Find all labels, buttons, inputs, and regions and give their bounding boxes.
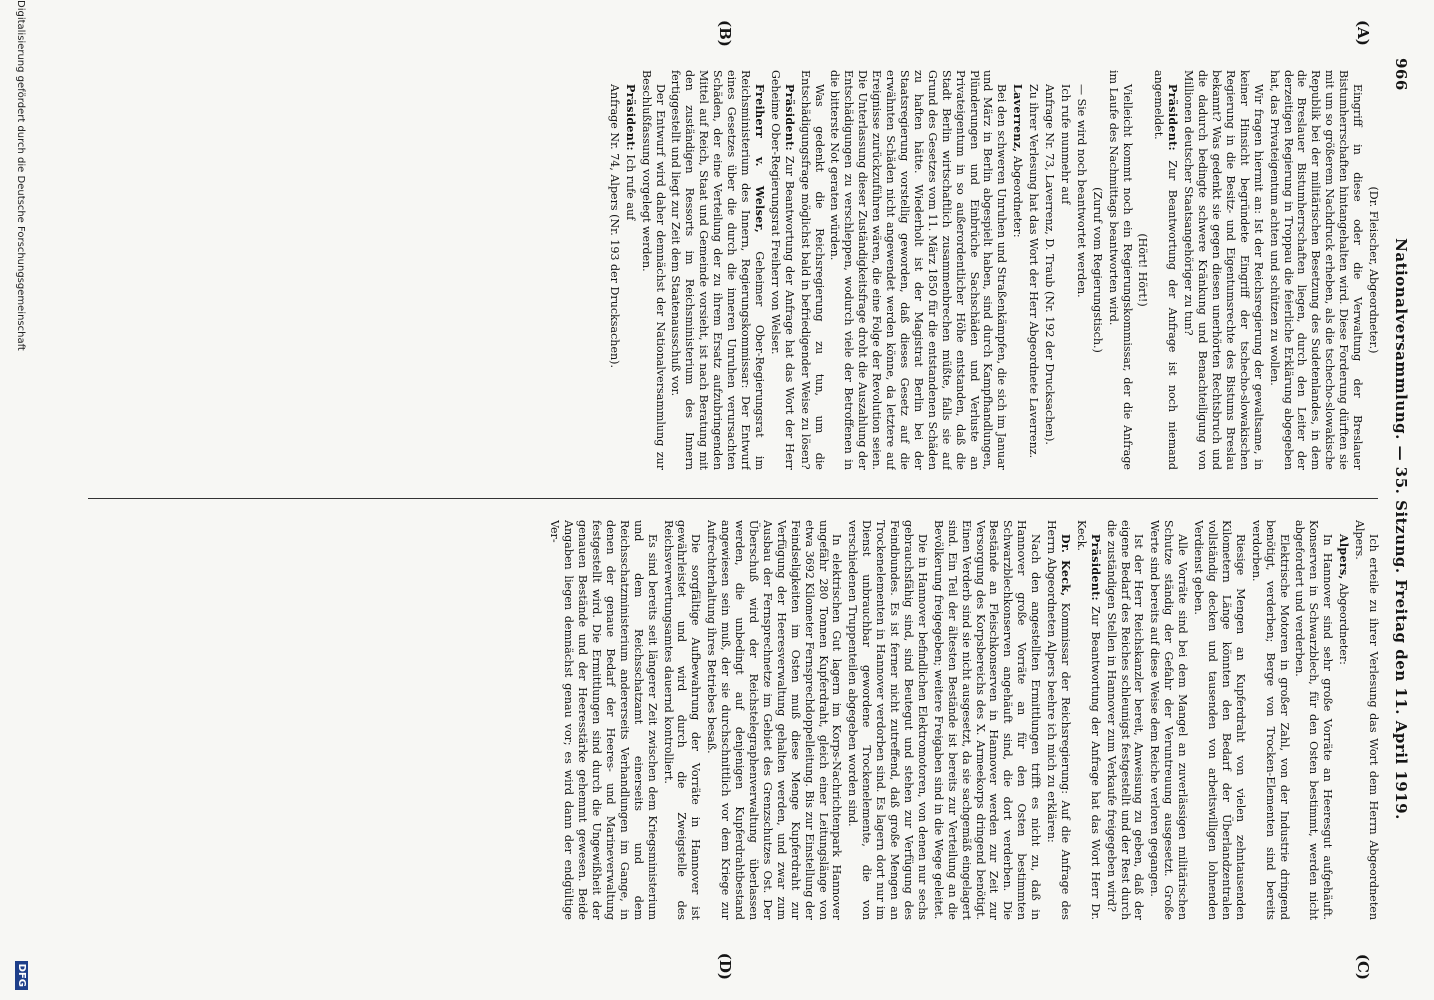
paragraph-text: Zur Beantwortung der Anfrage hat das Wort Herr Dr. Keck. xyxy=(1074,520,1102,920)
paragraph: Nach den angestellten Ermittlungen trifft es nicht zu, daß in Hannover große Vorräte an für den Osten bestimmten Schwarzblechkonserven angehäuft sind, die dort verderben. Die Bestände an Fleischkonserven in Hannover werden zur Zeit zur Versorgung des Korpsbereichs des X. Armeekorps dringend benötigt. Einen Verderb sind sie nicht ausgesetzt, da sie sachgemäß eingelagert sind. Ein Teil der ältesten Bestände ist bereits zur Verteilung an die Bevölkerung freigegeben; weitere Freigaben sind in die Wege geleitet. xyxy=(931,520,1043,920)
speaker-role: Abgeordneter: xyxy=(1011,156,1025,238)
right-column xyxy=(80,520,1380,920)
paragraph: In Hannover sind sehr große Vorräte an Heeresgut aufgehäuft. Konserven in Schwarzblech, für den Osten bestimmt, werden nicht abgefordert und verderben. xyxy=(1293,520,1335,920)
speaker-name: Präsident: xyxy=(1166,84,1180,151)
margin-mark-b: (B) xyxy=(716,20,734,47)
paragraph-text: Geheimer Ober-Regierungsrat im Reichsministerium des Innern, Regierungskommissar: Der Entwurf eines Gesetzes über die durch die inneren Unruhen verursachten Schäden, der eine Verteilung der zu ihrem Ersatz aufzubringenden Mittel auf Reich, Staat und Gemeinde vorsieht, ist nach Beratung mit den zuständigen Ressorts im Reichsministerium des Innern fertiggestellt und liegt zur Zeit dem Staatenausschuß vor. xyxy=(669,70,766,470)
paragraph: Alle Vorräte sind bei dem Mangel an zuverlässigen militärischen Schutze ständig der Gefahr der Veruntreuung ausgesetzt. Große Werte sind bereits auf diese Weise dem Reiche verloren gegangen. xyxy=(1148,520,1190,920)
digitization-credit xyxy=(15,0,26,990)
speaker-name: Laverrenz, xyxy=(1011,84,1025,153)
paragraph xyxy=(1074,520,1102,920)
paragraph-text: Kommissar der Reichsregierung: Auf die Anfrage des Herrn Abgeordneten Alpers beehre ich mich zu erklären: xyxy=(1045,520,1072,920)
margin-mark-c: (C) xyxy=(1354,953,1372,980)
paragraph: Was gedenkt die Reichsregierung zu tun, um die Entschädigungsfrage möglichst bald in befriedigender Weise zu lösen? xyxy=(798,70,826,470)
page-number: 966 xyxy=(1392,58,1410,91)
paragraph: — Sie wird noch beantwortet werden. xyxy=(1074,84,1088,298)
paragraph: Riesige Mengen an Kupferdraht von vielen zehntausenden Kilometern Länge könnten den Bedarf der Überlandzentralen vollständig decken und tausenden von arbeitswilligen lohnenden Verdienst geben. xyxy=(1192,520,1247,920)
speaker-role: Abgeordneter: xyxy=(1337,583,1351,665)
paragraph: Wir fragen hiermit an: Ist der Reichsregierung der gewaltsame, in keiner Hinsicht begründete Eingriff der tschecho-slowakischen Regierung in die Besitz- und Eigentumsrechte des Bistums Breslau bekannt? Was gedenkt sie gegen diesen unerhörten Rechtsbruch und die dadurch bedingte schwere Kränkung und Benachteiligung von Millionen deutscher Staatsangehöriger zu tun? xyxy=(1182,70,1265,470)
paragraph: Ich erteile zu ihrer Verlesung das Wort dem Herrn Abgeordneten Alpers. xyxy=(1353,520,1380,920)
paragraph xyxy=(1336,520,1350,920)
paragraph: Bei den schweren Unruhen und Straßenkämpfen, die sich im Januar und März in Berlin abgespielt haben, sind durch Kampfhandlungen, Plünderungen und Einbrüche Sachschäden und Verluste an Privateigentum in so außerordentlicher Höhe entstanden, daß die Stadt Berlin wirtschaftlich zusammenbrechen müßte, falls sie auf Grund des Gesetzes vom 11. März 1850 für die entstandenen Schäden zu haften hätte. Wiederholt ist der Magistrat Berlin bei der Staatsregierung vorstellig geworden, daß dieses Gesetz auf die erwähnten Schäden nicht angewendet werden könne, da letztere auf Ereignisse zurückzuführen wären, die eine Folge der Revolution seien. Die Unterlassung dieser Zuständigkeitsfrage droht die Auszahlung der Entschädigungen zu verschleppen, wodurch viele der Betroffenen in die bitterste Not geraten würden. xyxy=(828,70,1009,470)
paragraph-text: Ich rufe auf xyxy=(623,154,637,221)
credit-text: Digitalisierung gefördert durch die Deutsche Forschungsgemeinschaft xyxy=(15,0,26,351)
page-header xyxy=(1388,58,1414,940)
paragraph-text: Zur Beantwortung der Anfrage hat das Wort der Herr Geheime Ober-Regierungsrat Freiherr von Welser. xyxy=(768,70,796,470)
paragraph: Eingriff in diese oder die Verwaltung der Breslauer Bistumherrschaften hintangehalten wird. Diese Forderung dürften sie mit um so größerem Nachdruck erheben, als die tschecho-slowakische Republik bei der militärischen Besetzung des Sudetenlandes, in dem die Breslauer Bistumherrschaften liegen, durch den Leiter der derzeitigen Regierung in Troppau die feierliche Erklärung abgegeben hat, das Privateigentum achten und schützen zu wollen. xyxy=(1267,70,1365,470)
left-column xyxy=(80,70,1380,470)
paragraph: Ist der Herr Reichskanzler bereit, Anweisung zu geben, daß der eigene Bedarf des Reiches schleunigst festgestellt und der Rest durch die zuständigen Stellen in Hannover zum Verkaufe freigegeben wird? xyxy=(1104,520,1146,920)
paragraph xyxy=(1010,70,1024,470)
speaker-name: Präsident: xyxy=(623,84,637,151)
paragraph: Elektrische Motoren in großer Zahl, von der Industrie dringend benötigt, verderben; Berge von Trocken-Elementen sind bereits verdorben. xyxy=(1249,520,1291,920)
paragraph: Die sorgfältige Aufbewahrung der Vorräte in Hannover ist gewährleistet und wird durch die Zweigstelle des Reichsverwertungsamtes dauernd kontrolliert. xyxy=(661,520,703,920)
speaker-name: Alpers, xyxy=(1337,534,1351,580)
speaker-name: Freiherr v. Welser, xyxy=(752,84,766,233)
paragraph xyxy=(1044,520,1072,920)
speaker-name: Präsident: xyxy=(1088,534,1102,601)
column-divider xyxy=(88,498,1378,499)
paragraph: In elektrischen Gut lagern im Korps-Nachrichtenpark Hannover ungefähr 280 Tonnen Kupferdraht, gleich einer Leitungslänge von etwa 3692 Kilometer Fernsprechdoppelleitung. Bis zur Einstellung der Feindseligkeiten im Osten muß diese Menge Kupferdraht zur Verfügung der Heeresverwaltung gehalten werden, und zwar zum Ausbau der Fernsprechnetze im Gebiet des Grenzschutzes Ost. Der Überschuß wird der Reichstelegraphenverwaltung überlassen werden, die unbedingt auf denjenigen Kupferdrahtbestand angewiesen sein muß, der sie durchschnittlich vor dem Kriege zur Aufrechterhaltung ihres Betriebes besaß. xyxy=(705,520,844,920)
paragraph: Vielleicht kommt noch ein Regierungskommissar, der die Anfrage im Laufe des Nachmittags beantworten wird. xyxy=(1106,70,1134,470)
dfg-logo: DFG xyxy=(15,961,28,990)
speaker-continuation: (Dr. Fleischer, Abgeordneter.) xyxy=(1367,186,1380,354)
paragraph: Anfrage Nr. 74, Alpers (Nr. 193 der Drucksachen). xyxy=(607,84,621,369)
speaker-name: Präsident: xyxy=(782,84,796,151)
margin-mark-d: (D) xyxy=(716,952,734,980)
interjection: (Zuruf vom Regierungstisch.) xyxy=(1090,187,1104,353)
paragraph: Der Entwurf wird daher demnächst der Nationalversammlung zur Beschlußfassung vorgelegt werden. xyxy=(639,70,667,470)
speaker-name: Dr. Keck, xyxy=(1058,534,1072,597)
paragraph xyxy=(669,70,766,470)
paragraph-text: Zur Beantwortung der Anfrage ist noch niemand angemeldet. xyxy=(1152,70,1180,470)
paragraph: Die in Hannover befindlichen Elektromotoren, von denen nur sechs gebrauchsfähig sind, sind Beutegut und stehen zur Verfügung des Feindbundes. Es ist ferner nicht zutreffend, daß große Mengen an Trockenelementen in Hannover verdorben sind. Es lagern dort nur im Dienst unbrauchbar gewordene Trockenelemente, die von verschiedenen Truppenteilen abgegeben worden sind. xyxy=(846,520,929,920)
margin-mark-a: (A) xyxy=(1354,20,1372,46)
paragraph: Es sind bereits seit längerer Zeit zwischen dem Kriegsministerium und dem Reichsschatzamt einerseits und dem Reichsschatzministerium andererseits Verhandlungen im Gange, in denen der genaue Bedarf der Heeres- und Marineverwaltung festgestellt wird. Die Ermittlungen sind durch die Ungewißheit der genauen Bestände und der Heeresstärke gehemmt gewesen. Beide Angaben liegen demnächst genau vor; es wird dann der endgültige Ver- xyxy=(548,520,659,920)
paragraph xyxy=(768,70,796,470)
paragraph: Anfrage Nr. 73, Laverrenz, D. Traub (Nr. 192 der Drucksachen). xyxy=(1043,84,1057,445)
paragraph: Ich rufe nunmehr auf xyxy=(1058,84,1072,205)
running-title: Nationalversammlung. — 35. Sitzung. Freitag den 11. April 1919. xyxy=(1392,238,1410,820)
paragraph xyxy=(1152,70,1180,470)
paragraph xyxy=(623,70,637,470)
interjection: (Hört! Hört!) xyxy=(1136,233,1150,307)
paragraph: Zu ihrer Verlesung hat das Wort der Herr Abgeordnete Laverrenz. xyxy=(1027,84,1041,459)
